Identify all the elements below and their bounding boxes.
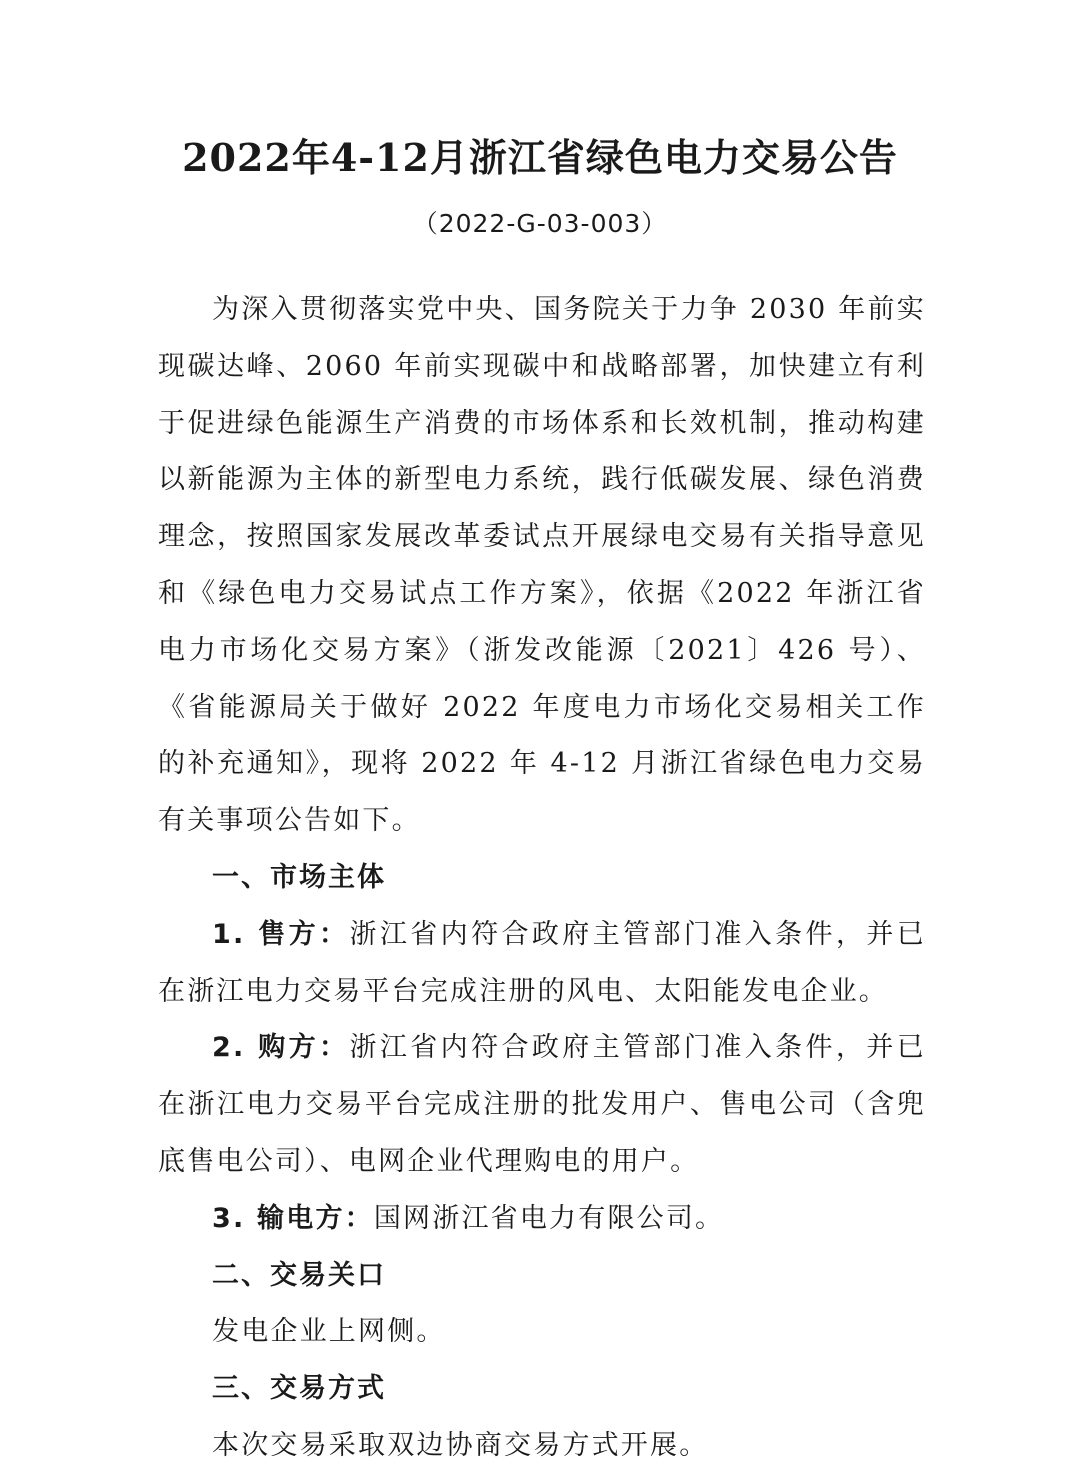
intro-paragraph: 为深入贯彻落实党中央、国务院关于力争 2030 年前实现碳达峰、2060 年前实现碳中和战略部署，加快建立有利于促进绿色能源生产消费的市场体系和长效机制，推动构建以新能源为主体的新型电力系统，践行低碳发展、绿色消费理念，按照国家发展改革委试点开展绿电交易有关指导意见和《绿色电力交易试点工作方案》，依据《2022 年浙江省电力市场化交易方案》（浙发改能源〔2021〕426 号）、《省能源局关于做好 2022 年度电力市场化交易相关工作的补充通知》，现将 2022 年 4-12 月浙江省绿色电力交易有关事项公告如下。 — [158, 294, 926, 837]
buyer-label: 2. 购方： — [212, 1032, 350, 1064]
trading-gateway-text: 发电企业上网侧。 — [212, 1316, 446, 1348]
document-body — [158, 282, 926, 1475]
section-heading-market-entities: 一、市场主体 — [212, 861, 386, 893]
transmitter-text: 国网浙江省电力有限公司。 — [373, 1202, 725, 1234]
section-heading-trading-method: 三、交易方式 — [212, 1373, 386, 1405]
transmitter-item — [158, 1191, 926, 1248]
seller-text: 浙江省内符合政府主管部门准入条件，并已在浙江电力交易平台完成注册的风电、太阳能发电企业。 — [158, 918, 926, 1007]
section-heading-trading-gateway: 二、交易关口 — [212, 1259, 386, 1291]
document-number: （2022-G-03-003） — [412, 209, 668, 238]
document-title: 2022年4-12月浙江省绿色电力交易公告 — [182, 135, 898, 180]
trading-method-text: 本次交易采取双边协商交易方式开展。 — [212, 1429, 709, 1461]
seller-item — [158, 907, 926, 1021]
buyer-item — [158, 1020, 926, 1190]
seller-label: 1. 售方： — [212, 918, 350, 950]
buyer-text: 浙江省内符合政府主管部门准入条件，并已在浙江电力交易平台完成注册的批发用户、售电公司（含兜底售电公司）、电网企业代理购电的用户。 — [158, 1032, 926, 1177]
transmitter-label: 3. 输电方： — [212, 1202, 374, 1234]
